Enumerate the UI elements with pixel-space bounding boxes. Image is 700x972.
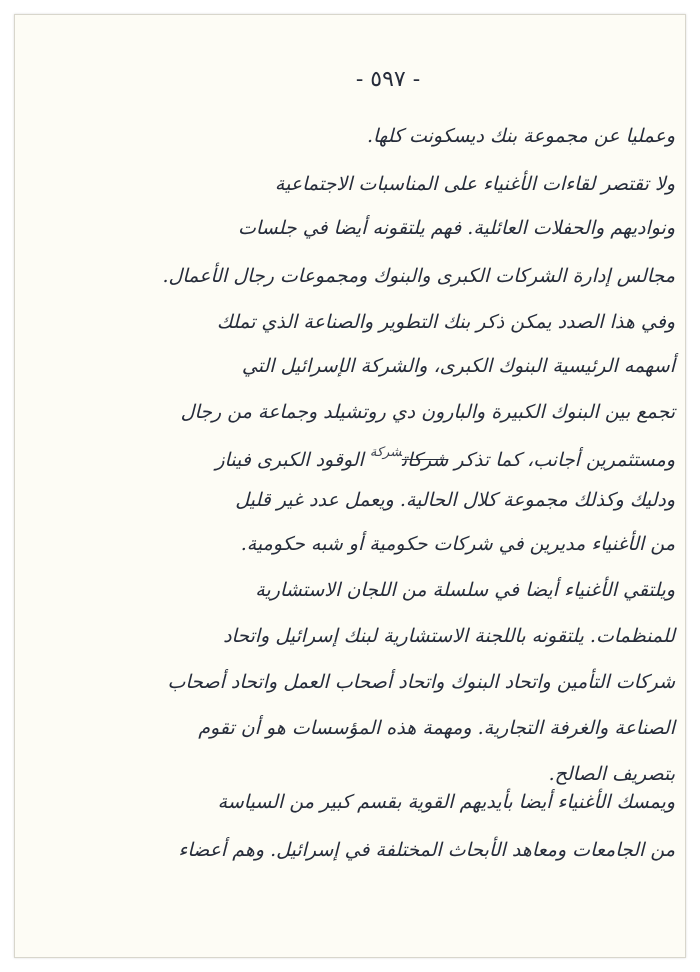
text-line-with-correction <box>215 445 675 471</box>
text-line: تجمع بين البنوك الكبيرة والبارون دي روتشيلد وجماعة من رجال <box>180 401 675 423</box>
line-segment: الوقود الكبرى فيناز <box>215 449 370 471</box>
text-line: وعمليا عن مجموعة بنك ديسكونت كلها. <box>367 125 675 147</box>
text-line: من الأغنياء مديرين في شركات حكومية أو شبه حكومية. <box>240 533 675 555</box>
text-line: ودليك وكذلك مجموعة كلال الحالية. ويعمل عدد غير قليل <box>235 489 675 511</box>
text-line: ولا تقتصر لقاءات الأغنياء على المناسبات الاجتماعية <box>274 173 675 195</box>
text-line: وفي هذا الصدد يمكن ذكر بنك التطوير والصناعة الذي تملك <box>216 311 675 333</box>
struck-word: شركات <box>401 449 449 471</box>
text-line: مجالس إدارة الشركات الكبرى والبنوك ومجموعات رجال الأعمال. <box>162 265 675 287</box>
text-line: أسهمه الرئيسية البنوك الكبرى، والشركة الإسرائيل التي <box>241 355 675 377</box>
page-number: - ٥٩٧ - <box>355 67 421 92</box>
text-line: بتصريف الصالح. <box>548 763 675 785</box>
text-line: ويمسك الأغنياء أيضا بأيديهم القوية بقسم كبير من السياسة <box>217 791 675 813</box>
text-line: من الجامعات ومعاهد الأبحاث المختلفة في إسرائيل. وهم أعضاء <box>178 839 675 861</box>
inserted-word: شركة <box>369 445 402 460</box>
paper-sheet <box>14 14 686 958</box>
text-line: ونواديهم والحفلات العائلية. فهم يلتقونه أيضا في جلسات <box>238 217 675 239</box>
text-line: للمنظمات. يلتقونه باللجنة الاستشارية لبنك إسرائيل واتحاد <box>223 625 675 647</box>
line-segment: ومستثمرين أجانب، كما تذكر <box>448 449 675 471</box>
text-line: الصناعة والغرفة التجارية. ومهمة هذه المؤسسات هو أن تقوم <box>198 717 675 739</box>
text-line: شركات التأمين واتحاد البنوك واتحاد أصحاب العمل واتحاد أصحاب <box>167 671 675 693</box>
text-line: ويلتقي الأغنياء أيضا في سلسلة من اللجان الاستشارية <box>255 579 675 601</box>
